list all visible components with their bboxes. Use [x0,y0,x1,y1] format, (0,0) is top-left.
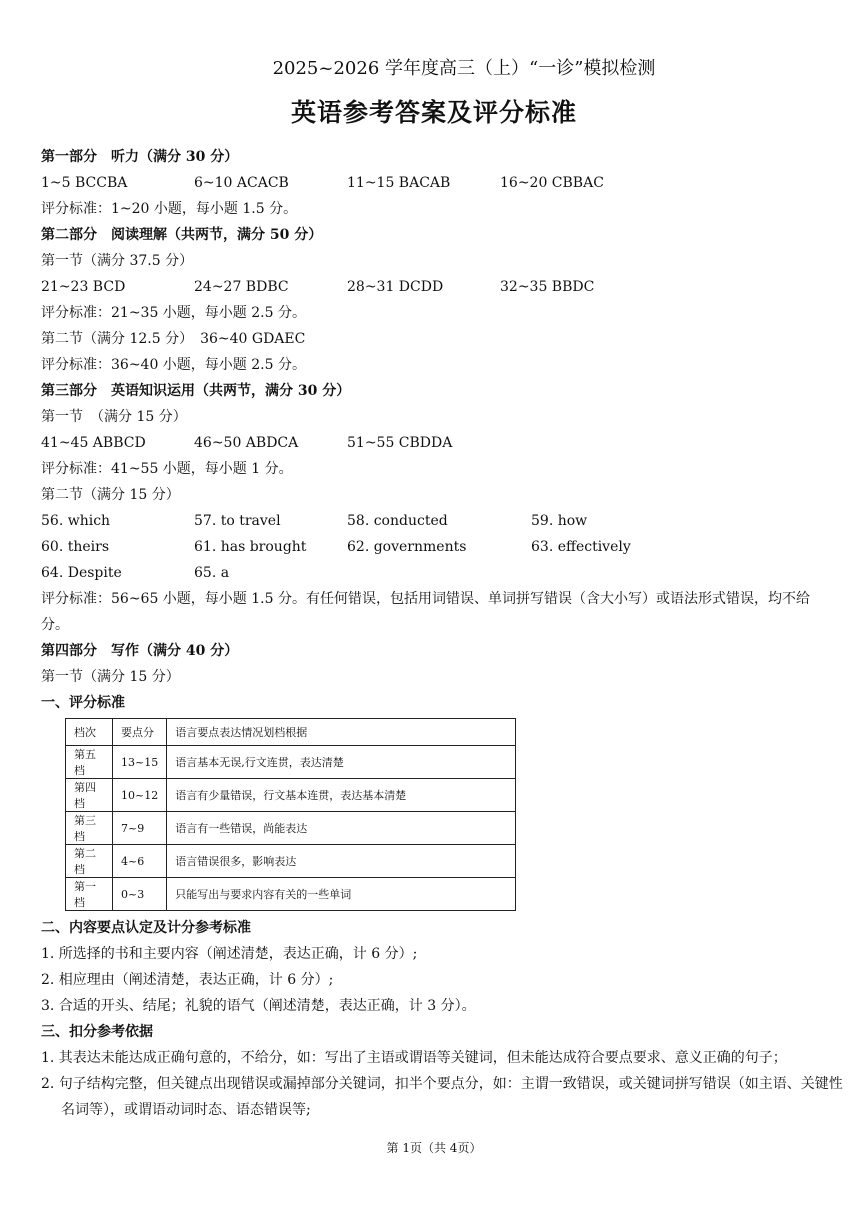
fill-answer: 61. has brought [194,539,307,555]
deduct-heading: 三、扣分参考依据 [41,1024,153,1040]
answer-group: 28~31 DCDD [347,279,444,295]
fill-answer: 59. how [531,513,588,529]
part2-sec1-criteria: 评分标准：21~35 小题，每小题 2.5 分。 [41,305,306,321]
fill-answer: 63. effectively [531,539,631,555]
part2-sec1-answers [41,274,831,300]
answer-group: 11~15 BACAB [347,175,451,191]
grading-heading: 一、评分标准 [41,695,125,711]
part4-sec1-heading: 第一节（满分 15 分） [41,669,180,685]
part3-sec2-criteria: 评分标准：56~65 小题，每小题 1.5 分。有任何错误，包括用词错误、单词拼写错误（含大小写）或语法形式错误，均不给分。 [41,591,810,633]
table-cell: 只能写出与要求内容有关的一些单词 [167,878,516,911]
table-header-cell: 档次 [66,719,113,746]
fill-answer: 64. Despite [41,565,122,581]
deduct-item: 2. 句子结构完整，但关键点出现错误或漏掉部分关键词，扣半个要点分，如：主谓一致错误，或关键词拼写错误（如主语、关键性名词等），或谓语动词时态、语态错误等; [41,1076,843,1118]
table-row [66,878,516,911]
document-body [41,144,843,1123]
answer-group: 51~55 CBDDA [347,435,453,451]
part2-heading: 第二部分 阅读理解（共两节，满分 50 分） [41,227,323,243]
table-cell: 13~15 [113,746,167,779]
table-cell: 0~3 [113,878,167,911]
part3-sec1-criteria: 评分标准：41~55 小题，每小题 1 分。 [41,461,293,477]
fill-answer: 56. which [41,513,111,529]
answer-group: 21~23 BCD [41,279,126,295]
answer-group: 6~10 ACACB [194,175,289,191]
answer-group: 32~35 BBDC [500,279,595,295]
part3-heading: 第三部分 英语知识运用（共两节，满分 30 分） [41,383,351,399]
table-cell: 语言有一些错误，尚能表达 [167,812,516,845]
content-item: 3. 合适的开头、结尾；礼貌的语气（阐述清楚，表达正确，计 3 分）。 [41,998,476,1014]
part4-heading: 第四部分 写作（满分 40 分） [41,643,239,659]
table-cell: 4~6 [113,845,167,878]
answer-group: 41~45 ABBCD [41,435,146,451]
table-cell: 第四档 [66,779,113,812]
table-cell: 第一档 [66,878,113,911]
fill-answer: 58. conducted [347,513,448,529]
part3-sec1-answers [41,430,831,456]
part1-heading: 第一部分 听力（满分 30 分） [41,149,239,165]
fill-answer-row [41,560,831,586]
table-row [66,845,516,878]
answer-group: 1~5 BCCBA [41,175,128,191]
table-header-row [66,719,516,746]
fill-answer: 57. to travel [194,513,281,529]
deduct-item: 1. 其表达未能达成正确句意的，不给分，如：写出了主语或谓语等关键词，但未能达成符合要点要求、意义正确的句子； [41,1050,787,1066]
table-cell: 第三档 [66,812,113,845]
part2-sec2-heading: 第二节（满分 12.5 分） 36~40 GDAEC [41,331,306,347]
page-number: 第 1页（共 4页） [386,1141,482,1155]
table-row [66,746,516,779]
content-heading: 二、内容要点认定及计分参考标准 [41,920,251,936]
table-cell: 语言错误很多，影响表达 [167,845,516,878]
content-item: 2. 相应理由（阐述清楚，表达正确，计 6 分）; [41,972,334,988]
table-header-cell: 要点分 [113,719,167,746]
answer-group: 46~50 ABDCA [194,435,299,451]
table-row [66,779,516,812]
exam-subtitle: 2025~2026 学年度高三（上）“一诊”模拟检测 [272,58,656,79]
fill-answer-row [41,508,831,534]
part1-answers [41,170,831,196]
fill-answer: 65. a [194,565,230,581]
table-cell: 第二档 [66,845,113,878]
part2-sec1-heading: 第一节（满分 37.5 分） [41,253,194,269]
grading-table [65,718,516,911]
fill-answer: 60. theirs [41,539,109,555]
page-title: 英语参考答案及评分标准 [290,98,577,127]
content-item: 1. 所选择的书和主要内容（阐述清楚，表达正确，计 6 分）; [41,946,418,962]
table-row [66,812,516,845]
part3-sec2-heading: 第二节（满分 15 分） [41,487,180,503]
fill-answer: 62. governments [347,539,467,555]
answer-group: 16~20 CBBAC [500,175,604,191]
table-cell: 语言有少量错误，行文基本连贯，表达基本清楚 [167,779,516,812]
table-header-cell: 语言要点表达情况划档根据 [167,719,516,746]
table-cell: 10~12 [113,779,167,812]
part3-sec1-heading: 第一节 （满分 15 分） [41,409,187,425]
fill-answer-row [41,534,831,560]
table-cell: 第五档 [66,746,113,779]
answer-group: 24~27 BDBC [194,279,289,295]
table-cell: 语言基本无误,行文连贯，表达清楚 [167,746,516,779]
table-cell: 7~9 [113,812,167,845]
part2-sec2-criteria: 评分标准：36~40 小题，每小题 2.5 分。 [41,357,306,373]
part1-criteria: 评分标准：1~20 小题，每小题 1.5 分。 [41,201,298,217]
